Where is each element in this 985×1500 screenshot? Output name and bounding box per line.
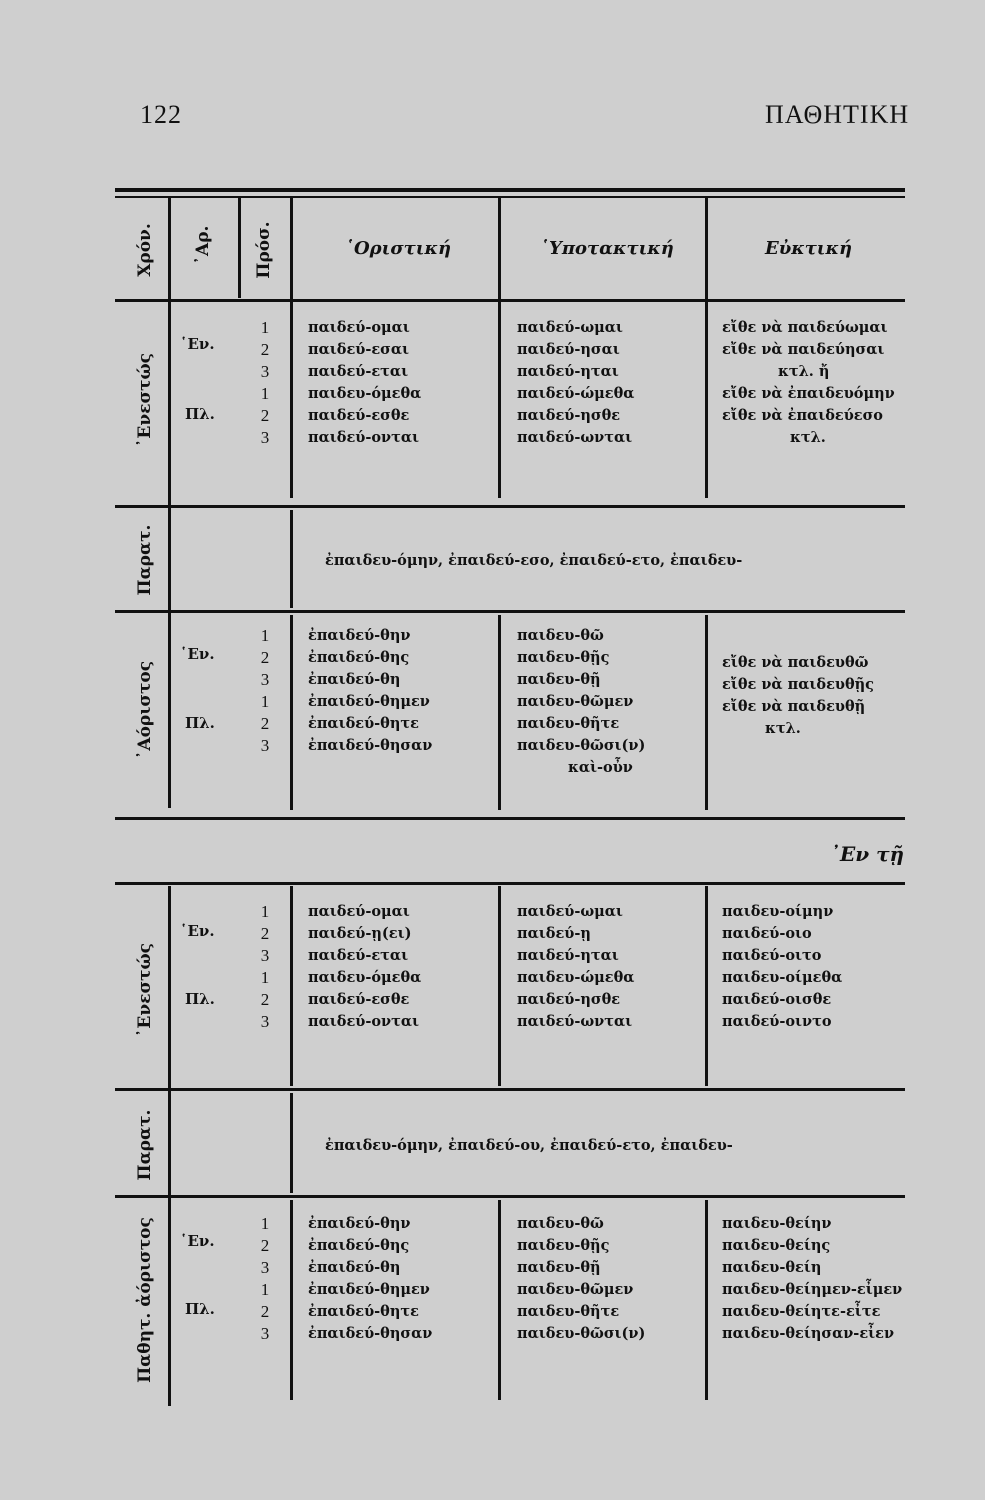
- running-title: ΠΑΘΗΤΙΚΗ: [765, 100, 910, 129]
- singular-label: ῾Εν.: [180, 1232, 215, 1250]
- page-number: 122: [140, 100, 182, 129]
- person-num: 1: [260, 692, 270, 711]
- person-num: 1: [260, 1214, 270, 1233]
- form: ἐπαιδεύ-θημεν: [308, 693, 430, 710]
- person-header: Πρόσ.: [254, 221, 274, 279]
- form: παιδεύ-ωμαι: [517, 903, 623, 920]
- person-num: 2: [260, 1302, 270, 1321]
- form: παιδευ-όμεθα: [308, 969, 422, 986]
- singular-label: ῾Εν.: [180, 335, 215, 353]
- number-header: ᾿Αρ.: [193, 225, 213, 265]
- form: παιδευ-θῆτε: [517, 715, 620, 732]
- tense-header: Χρόν.: [135, 223, 155, 277]
- plural-label: Πλ.: [185, 1300, 215, 1318]
- form: παιδευ-θῇ: [517, 1259, 601, 1276]
- person-num: 1: [260, 1280, 270, 1299]
- form: παιδευ-όμεθα: [308, 385, 422, 402]
- form: κτλ.: [765, 720, 801, 737]
- form: εἴθε νὰ παιδευθῇς: [722, 676, 875, 693]
- form: παιδευ-ώμεθα: [517, 969, 635, 986]
- form: παιδεύ-οιντο: [722, 1013, 832, 1030]
- person-num: 3: [260, 946, 270, 965]
- form: παιδευ-θῇς: [517, 649, 610, 666]
- person-num: 2: [260, 924, 270, 943]
- optative-header: Εὐκτική: [765, 238, 853, 259]
- form: παιδεύ-οιο: [722, 925, 812, 942]
- form: ἐπαιδεύ-θησαν: [308, 1325, 433, 1342]
- imperfect-forms: ἐπαιδευ-όμην, ἐπαιδεύ-εσο, ἐπαιδεύ-ετο, ἐπαιδευ-: [325, 552, 743, 569]
- form: παιδεύ-εται: [308, 363, 409, 380]
- form: παιδευ-θῶ: [517, 1215, 604, 1232]
- person-num: 1: [260, 318, 270, 337]
- plural-label: Πλ.: [185, 990, 215, 1008]
- form: παιδεύ-εσθε: [308, 407, 410, 424]
- singular-label: ῾Εν.: [180, 645, 215, 663]
- person-num: 3: [260, 736, 270, 755]
- form: παιδευ-θῶσι(ν): [517, 1325, 646, 1342]
- form: κτλ. ἤ: [778, 363, 830, 380]
- form: παιδεύ-ωνται: [517, 1013, 633, 1030]
- form: παιδευ-οίμεθα: [722, 969, 843, 986]
- form: παιδευ-θῶσι(ν): [517, 737, 646, 754]
- person-num: 3: [260, 670, 270, 689]
- form: παιδευ-θείησαν-εἶεν: [722, 1325, 895, 1342]
- form: παιδεύ-ονται: [308, 1013, 420, 1030]
- aorist-tense-label: ᾿Αόριστος: [135, 660, 155, 760]
- form: παιδεύ-ώμεθα: [517, 385, 635, 402]
- form: ἐπαιδεύ-θης: [308, 1237, 410, 1254]
- form: παιδευ-θείητε-εἶτε: [722, 1303, 881, 1320]
- person-num: 2: [260, 340, 270, 359]
- form: ἐπαιδεύ-θησαν: [308, 737, 433, 754]
- person-num: 1: [260, 902, 270, 921]
- person-num: 3: [260, 362, 270, 381]
- form: εἴθε νὰ παιδεύησαι: [722, 341, 885, 358]
- form: παιδεύ-εσαι: [308, 341, 410, 358]
- form: παιδευ-θείημεν-εἶμεν: [722, 1281, 903, 1298]
- subjunctive-header: ῾Υποτακτική: [540, 238, 674, 259]
- plural-label: Πλ.: [185, 405, 215, 423]
- form: εἴθε νὰ παιδεύωμαι: [722, 319, 888, 336]
- person-num: 3: [260, 1258, 270, 1277]
- form: παιδευ-οίμην: [722, 903, 834, 920]
- form: εἴθε νὰ παιδευθῇ: [722, 698, 866, 715]
- person-num: 1: [260, 384, 270, 403]
- imperfect-tense-label: Παρατ.: [135, 1109, 155, 1181]
- form: εἴθε νὰ ἐπαιδευόμην: [722, 385, 895, 402]
- form: παιδευ-θῶμεν: [517, 1281, 634, 1298]
- plural-label: Πλ.: [185, 714, 215, 732]
- form: παιδεύ-ησθε: [517, 991, 621, 1008]
- form: ἐπαιδεύ-θη: [308, 1259, 401, 1276]
- form: παιδεύ-ῃ: [517, 925, 591, 942]
- form: παιδευ-θείης: [722, 1237, 831, 1254]
- form: παιδεύ-ησθε: [517, 407, 621, 424]
- form: παιδεύ-εσθε: [308, 991, 410, 1008]
- form: παιδευ-θείη: [722, 1259, 822, 1276]
- form: παιδεύ-ῃ(ει): [308, 925, 412, 942]
- person-num: 2: [260, 714, 270, 733]
- form: παιδευ-θῶ: [517, 627, 604, 644]
- person-num: 3: [260, 428, 270, 447]
- form: ἐπαιδεύ-θης: [308, 649, 410, 666]
- person-num: 2: [260, 406, 270, 425]
- form: παιδεύ-οισθε: [722, 991, 832, 1008]
- imperfect-forms: ἐπαιδευ-όμην, ἐπαιδεύ-ου, ἐπαιδεύ-ετο, ἐπαιδευ-: [325, 1137, 733, 1154]
- person-num: 2: [260, 990, 270, 1009]
- form: παιδευ-θῇ: [517, 671, 601, 688]
- form: παιδευ-θῇς: [517, 1237, 610, 1254]
- form: ἐπαιδεύ-θην: [308, 627, 411, 644]
- imperfect-tense-label: Παρατ.: [135, 524, 155, 596]
- form: καὶ-οὖν: [568, 759, 633, 776]
- person-num: 2: [260, 1236, 270, 1255]
- form: κτλ.: [790, 429, 826, 446]
- present-tense-label: ᾿Ενεστώς: [135, 352, 155, 448]
- form: παιδεύ-ηται: [517, 363, 619, 380]
- catchword: ᾿Εν τῇ: [830, 842, 905, 866]
- person-num: 2: [260, 648, 270, 667]
- form: εἴθε νὰ ἐπαιδεύεσο: [722, 407, 883, 424]
- singular-label: ῾Εν.: [180, 922, 215, 940]
- form: παιδευ-θείην: [722, 1215, 832, 1232]
- form: παιδεύ-εται: [308, 947, 409, 964]
- person-num: 1: [260, 626, 270, 645]
- present-tense-label: ᾿Ενεστώς: [135, 942, 155, 1038]
- form: ἐπαιδεύ-θη: [308, 671, 401, 688]
- passive-aorist-tense-label: Παθητ. ἀόριστος: [135, 1217, 155, 1383]
- form: παιδεύ-ωνται: [517, 429, 633, 446]
- form: ἐπαιδεύ-θητε: [308, 715, 419, 732]
- form: παιδεύ-ομαι: [308, 903, 410, 920]
- form: παιδευ-θῆτε: [517, 1303, 620, 1320]
- form: παιδεύ-ηται: [517, 947, 619, 964]
- form: παιδεύ-οιτο: [722, 947, 822, 964]
- form: παιδεύ-ησαι: [517, 341, 620, 358]
- form: παιδευ-θῶμεν: [517, 693, 634, 710]
- person-num: 3: [260, 1012, 270, 1031]
- person-num: 1: [260, 968, 270, 987]
- form: εἴθε νὰ παιδευθῶ: [722, 654, 869, 671]
- indicative-header: ῾Οριστική: [345, 238, 452, 259]
- form: ἐπαιδεύ-θητε: [308, 1303, 419, 1320]
- form: παιδεύ-ομαι: [308, 319, 410, 336]
- form: ἐπαιδεύ-θην: [308, 1215, 411, 1232]
- form: παιδεύ-ονται: [308, 429, 420, 446]
- person-num: 3: [260, 1324, 270, 1343]
- form: ἐπαιδεύ-θημεν: [308, 1281, 430, 1298]
- form: παιδεύ-ωμαι: [517, 319, 623, 336]
